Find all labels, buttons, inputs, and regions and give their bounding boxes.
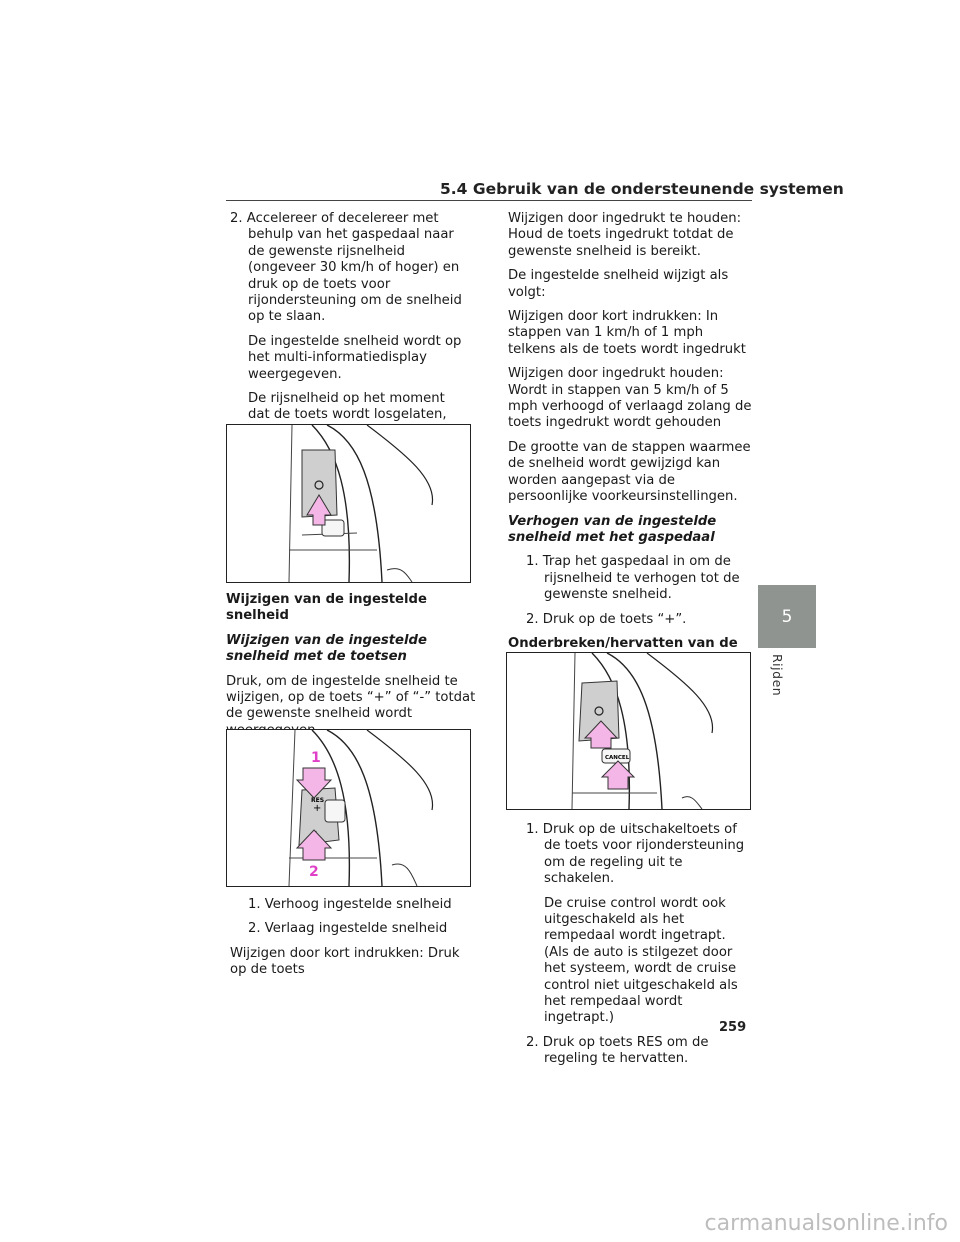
paragraph: Wijzigen door kort indrukken: In stappen van 1 km/h of 1 mph telkens als de toets wordt ingedrukt [508,309,746,357]
figure-steering-switch-set [226,424,471,583]
chapter-label: Rijden [770,654,785,697]
section-heading: Onderbreken/hervatten van de [508,635,738,651]
paragraph: Druk, om de ingestelde snelheid te wijzigen, op de toets “+” of “-” totdat de gewenste snelheid wordt [226,673,476,722]
right-column-bottom [508,822,754,1076]
callout-label-2: 2 [309,864,319,880]
chapter-tab [758,585,816,648]
list-item: 2. Druk op de toets “+”. [526,611,687,627]
paragraph: Wijzigen door ingedrukt te houden: Houd de toets ingedrukt totdat de gewenste snelheid is bereikt. [508,211,742,259]
list-item-note: De cruise control wordt ook uitgeschakeld als het rempedaal wordt ingetrapt. (Als de auto is stilgezet door het systeem, wordt de cruise control niet uitgeschakeld als het rempedaal wordt ingetrapt.) [544,895,738,1026]
paragraph: De grootte van de stappen waarmee de snelheid wordt gewijzigd kan worden aangepast via de persoonlijke voorkeursinstellingen. [508,439,751,505]
cancel-label: CANCEL [605,755,630,761]
figure-steering-switch-res [226,729,471,887]
paragraph: De ingestelde snelheid wijzigt als volgt: [508,268,729,300]
chapter-number: 5 [781,607,793,627]
section-heading: Wijzigen van de ingestelde snelheid [226,592,427,624]
left-column-mid [226,592,476,747]
list-item: 2. Druk op toets RES om de regeling te hervatten. [526,1034,709,1067]
list-item: 1. Trap het gaspedaal in om de rijsnelheid te verhogen tot de gewenste snelheid. [526,554,740,603]
paragraph: Wijzigen door kort indrukken: Druk op de toets [230,945,460,978]
header-rule [226,200,752,201]
right-column-top [508,211,754,677]
watermark: carmanualsonline.info [704,1211,948,1236]
left-column-bottom [230,897,475,987]
list-item: 2. Verlaag ingestelde snelheid [248,921,448,937]
paragraph: Wijzigen door ingedrukt houden: Wordt in stappen van 5 km/h of 5 mph verhoogd of verlaagd zolang de toets ingedrukt wordt gehouden [508,366,752,431]
list-item: 1. Druk op de uitschakeltoets of de toets voor rijondersteuning om de regeling uit te schakelen. [526,822,745,887]
section-header: 5.4 Gebruik van de ondersteunende systemen [440,180,844,198]
subsection-heading: Verhogen van de ingestelde snelheid met het gaspedaal [508,513,717,545]
list-item-note: De rijsnelheid op het moment dat de toets wordt losgelaten, [248,391,447,423]
left-column-top [230,211,470,448]
list-item: 2. Accelereer of decelereer met behulp van het gaspedaal naar de gewenste rijsnelheid (ongeveer 30 km/h of hoger) en druk op de toets voor rijondersteuning om de snelheid op te slaan. [230,211,462,325]
list-item: 1. Verhoog ingestelde snelheid [248,897,452,912]
page-number: 259 [719,1020,747,1035]
list-item-note: De ingestelde snelheid wordt op het multi-informatiedisplay weergegeven. [248,333,462,382]
subsection-heading: Wijzigen van de ingestelde snelheid met de toetsen [226,632,427,665]
callout-label-1: 1 [311,750,321,766]
svg-text:+: + [313,803,322,814]
res-label: RES [311,797,325,804]
figure-steering-switch-cancel [506,652,751,810]
